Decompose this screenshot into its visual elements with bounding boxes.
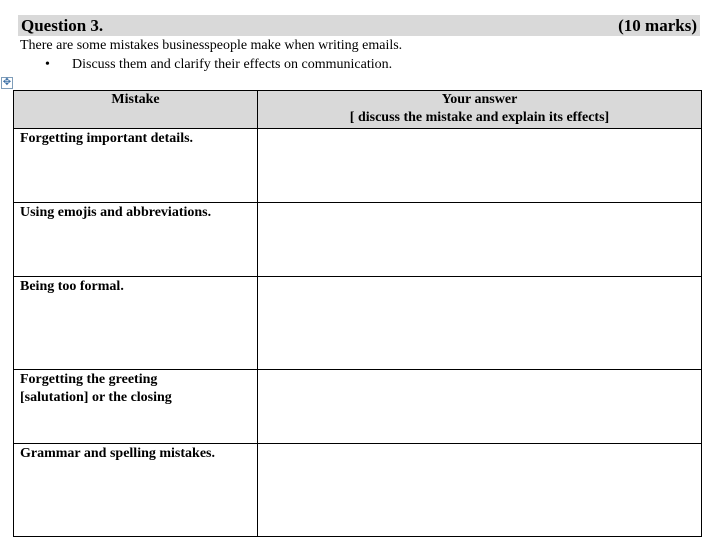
table-row — [14, 203, 702, 277]
question-intro: There are some mistakes businesspeople make when writing emails. — [20, 38, 403, 53]
mistake-cell — [14, 444, 258, 537]
table-row — [14, 370, 702, 444]
answer-cell[interactable] — [258, 444, 702, 537]
header-answer-title: Your answer — [441, 92, 518, 107]
mistake-cell — [14, 370, 258, 444]
table-move-handle-icon[interactable]: ✥ — [2, 77, 12, 88]
header-answer-subtitle: [ discuss the mistake and explain its effects] — [349, 110, 610, 125]
question-title: Question 3. — [21, 16, 104, 35]
mistake-text: Forgetting important details. — [20, 131, 194, 146]
table-row — [14, 444, 702, 537]
bullet-text: Discuss them and clarify their effects on communication. — [72, 57, 393, 72]
mistake-cell — [14, 129, 258, 203]
mistake-text: Using emojis and abbreviations. — [20, 205, 212, 220]
bullet-icon: • — [45, 57, 50, 72]
question-bullet — [45, 56, 392, 74]
mistake-cell — [14, 203, 258, 277]
answer-cell[interactable] — [258, 203, 702, 277]
header-answer — [258, 91, 702, 129]
table-header-row — [14, 91, 702, 129]
answer-cell[interactable] — [258, 129, 702, 203]
header-mistake: Mistake — [14, 91, 258, 129]
mistake-text-line2: [salutation] or the closing — [20, 390, 172, 405]
mistake-cell — [14, 277, 258, 370]
question-marks: (10 marks) — [618, 16, 697, 35]
answer-cell[interactable] — [258, 277, 702, 370]
question-header-bar — [18, 15, 700, 36]
mistake-text: Being too formal. — [20, 279, 124, 294]
mistake-text: Forgetting the greeting — [20, 372, 158, 387]
table-row — [14, 129, 702, 203]
answer-cell[interactable] — [258, 370, 702, 444]
answer-table — [13, 90, 702, 537]
table-row — [14, 277, 702, 370]
mistake-text: Grammar and spelling mistakes. — [20, 446, 215, 461]
